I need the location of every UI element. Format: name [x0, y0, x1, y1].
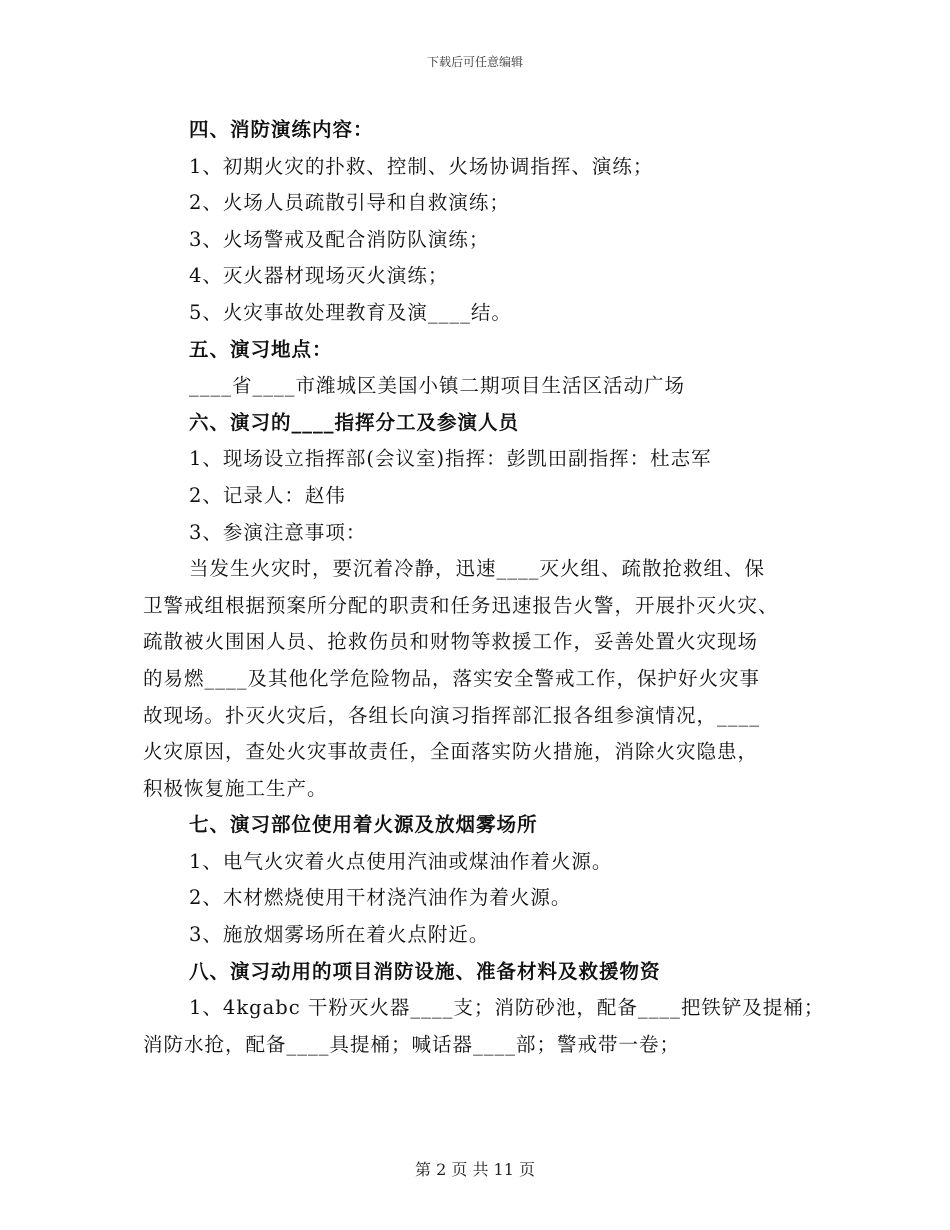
paragraph-line: 2、记录人：赵伟	[189, 483, 346, 507]
paragraph-line: 的易燃____及其他化学危险物品，落实安全警戒工作，保护好火灾事	[143, 666, 761, 690]
paragraph-line: 疏散被火围困人员、抢救伤员和财物等救援工作，妥善处置火灾现场	[143, 630, 759, 654]
paragraph-line: 3、参演注意事项：	[189, 520, 367, 544]
paragraph-line: 5、火灾事故处理教育及演____结。	[189, 300, 512, 324]
paragraph-line: ____省____市潍城区美国小镇二期项目生活区活动广场	[189, 374, 686, 398]
paragraph-line: 1、现场设立指挥部(会议室)指挥：彭凯田副指挥：杜志军	[189, 447, 712, 471]
section-heading: 八、演习动用的项目消防设施、准备材料及救援物资	[189, 959, 661, 983]
paragraph-line: 卫警戒组根据预案所分配的职责和任务迅速报告火警，开展扑灭火灾、	[143, 593, 779, 617]
paragraph-line: 1、电气火灾着火点使用汽油或煤油作着火源。	[189, 849, 613, 873]
paragraph-line: 3、火场警戒及配合消防队演练；	[189, 227, 490, 251]
paragraph-line: 1、4kgabc 干粉灭火器____支；消防砂池，配备____把铁铲及提桶；	[189, 996, 825, 1020]
paragraph-line: 消防水抢，配备____具提桶；喊话器____部；警戒带一卷；	[143, 1032, 681, 1056]
paragraph-line: 当发生火灾时，要沉着冷静，迅速____灭火组、疏散抢救组、保	[189, 557, 766, 581]
section-heading: 四、消防演练内容：	[189, 118, 374, 141]
page-footer: 第 2 页 共 11 页	[415, 1160, 535, 1179]
section-heading: 七、演习部位使用着火源及放烟雾场所	[189, 813, 538, 837]
section-heading: 六、演习的____指挥分工及参演人员	[189, 410, 520, 434]
paragraph-line: 故现场。扑灭火灾后，各组长向演习指挥部汇报各组参演情况，____	[143, 703, 761, 727]
document-body	[143, 112, 843, 1063]
paragraph-line: 积极恢复施工生产。	[143, 776, 328, 800]
section-heading: 五、演习地点：	[189, 337, 333, 361]
paragraph-line: 2、火场人员疏散引导和自救演练；	[189, 191, 510, 215]
paragraph-line: 4、灭火器材现场灭火演练；	[189, 264, 449, 288]
paragraph-line: 3、施放烟雾场所在着火点附近。	[189, 923, 490, 947]
paragraph-line: 1、初期火灾的扑救、控制、火场协调指挥、演练；	[189, 154, 654, 178]
paragraph-line: 2、木材燃烧使用干材浇汽油作为着火源。	[189, 886, 572, 910]
page-header: 下载后可任意编辑	[426, 55, 523, 69]
paragraph-line: 火灾原因，查处火灾事故责任，全面落实防火措施，消除火灾隐患，	[143, 740, 759, 764]
